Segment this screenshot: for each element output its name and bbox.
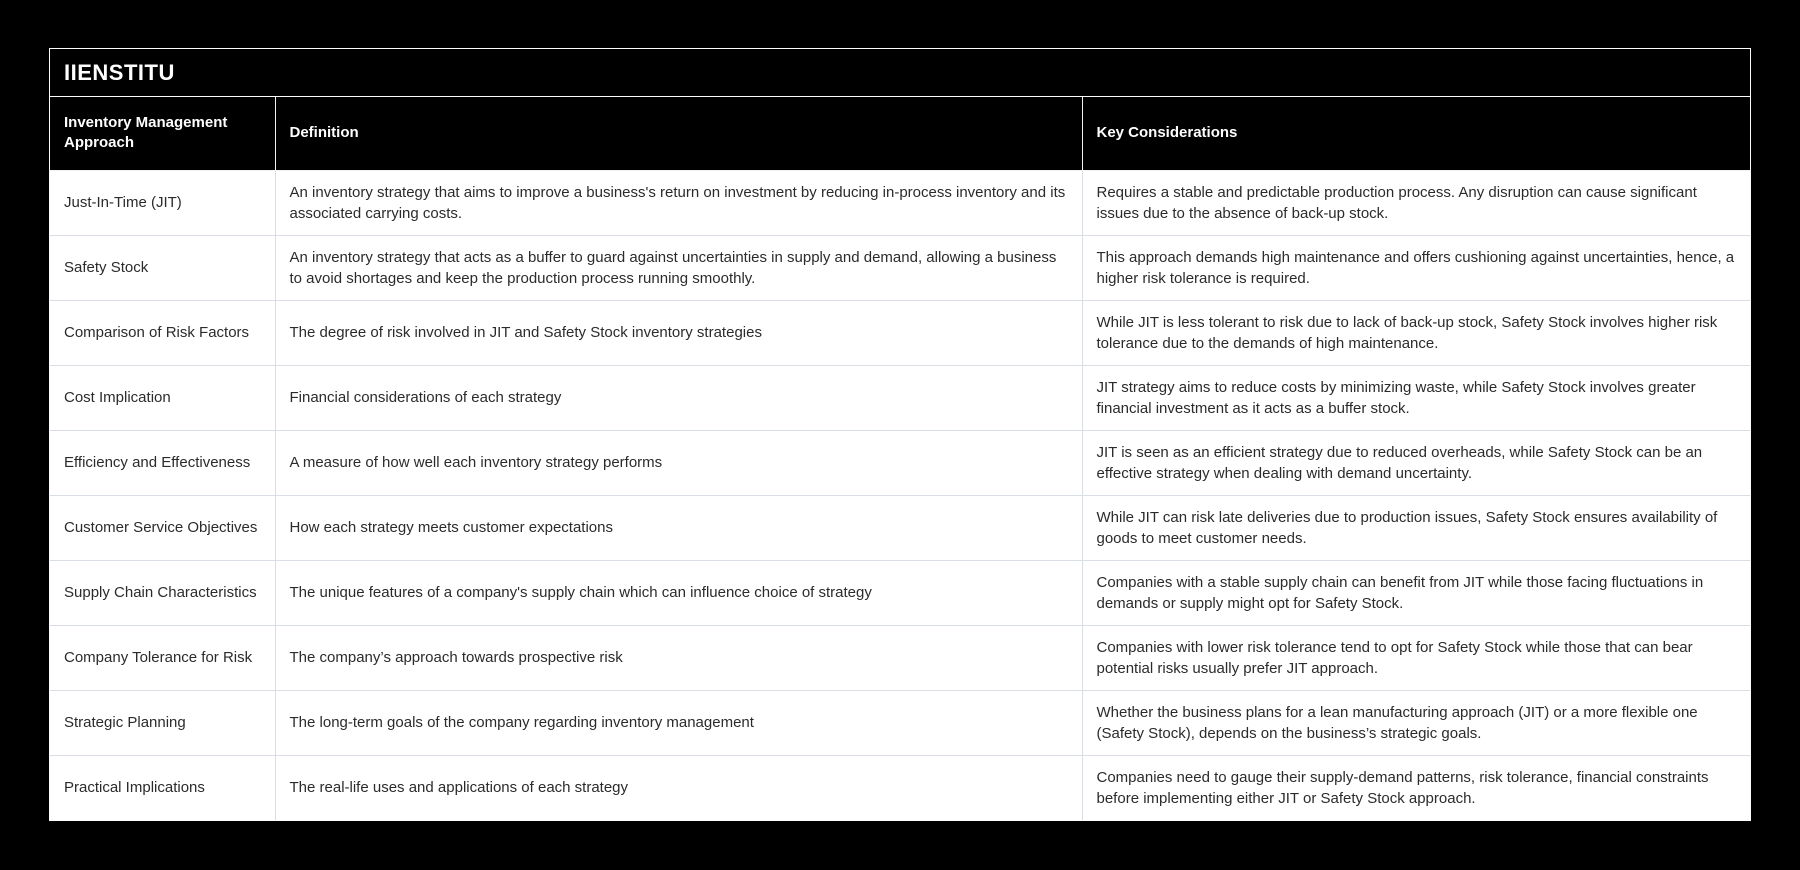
cell-considerations: Companies with a stable supply chain can benefit from JIT while those facing fluctuations in demands or supply might opt for Safety Stock. bbox=[1082, 560, 1750, 625]
table-card bbox=[49, 48, 1751, 821]
cell-definition: A measure of how well each inventory strategy performs bbox=[275, 430, 1082, 495]
cell-approach: Cost Implication bbox=[50, 365, 275, 430]
cell-definition: The real-life uses and applications of each strategy bbox=[275, 755, 1082, 820]
cell-considerations: Whether the business plans for a lean manufacturing approach (JIT) or a more flexible one (Safety Stock), depends on the business’s strategic goals. bbox=[1082, 690, 1750, 755]
cell-definition: Financial considerations of each strategy bbox=[275, 365, 1082, 430]
header-row bbox=[50, 97, 1750, 170]
cell-considerations: This approach demands high maintenance and offers cushioning against uncertainties, hence, a higher risk tolerance is required. bbox=[1082, 235, 1750, 300]
table-row bbox=[50, 235, 1750, 300]
cell-considerations: While JIT can risk late deliveries due to production issues, Safety Stock ensures availability of goods to meet customer needs. bbox=[1082, 495, 1750, 560]
table-row bbox=[50, 755, 1750, 820]
table-row bbox=[50, 560, 1750, 625]
cell-approach: Safety Stock bbox=[50, 235, 275, 300]
cell-considerations: JIT is seen as an efficient strategy due to reduced overheads, while Safety Stock can be an effective strategy when dealing with demand uncertainty. bbox=[1082, 430, 1750, 495]
table-header bbox=[50, 97, 1750, 170]
cell-definition: The unique features of a company's supply chain which can influence choice of strategy bbox=[275, 560, 1082, 625]
cell-considerations: JIT strategy aims to reduce costs by minimizing waste, while Safety Stock involves greater financial investment as it acts as a buffer stock. bbox=[1082, 365, 1750, 430]
table-row bbox=[50, 170, 1750, 235]
brand-bar bbox=[50, 49, 1750, 97]
cell-approach: Company Tolerance for Risk bbox=[50, 625, 275, 690]
cell-definition: An inventory strategy that aims to improve a business's return on investment by reducing in-process inventory and its associated carrying costs. bbox=[275, 170, 1082, 235]
cell-approach: Supply Chain Characteristics bbox=[50, 560, 275, 625]
inventory-table bbox=[50, 97, 1750, 820]
cell-approach: Practical Implications bbox=[50, 755, 275, 820]
cell-definition: The degree of risk involved in JIT and Safety Stock inventory strategies bbox=[275, 300, 1082, 365]
brand-title: IIENSTITU bbox=[64, 60, 175, 85]
cell-approach: Customer Service Objectives bbox=[50, 495, 275, 560]
cell-considerations: Requires a stable and predictable production process. Any disruption can cause significant issues due to the absence of back-up stock. bbox=[1082, 170, 1750, 235]
column-header-considerations: Key Considerations bbox=[1082, 97, 1750, 170]
cell-approach: Efficiency and Effectiveness bbox=[50, 430, 275, 495]
cell-approach: Just-In-Time (JIT) bbox=[50, 170, 275, 235]
cell-definition: The company’s approach towards prospective risk bbox=[275, 625, 1082, 690]
cell-considerations: While JIT is less tolerant to risk due to lack of back-up stock, Safety Stock involves higher risk tolerance due to the demands of high maintenance. bbox=[1082, 300, 1750, 365]
table-row bbox=[50, 430, 1750, 495]
cell-definition: How each strategy meets customer expectations bbox=[275, 495, 1082, 560]
cell-approach: Strategic Planning bbox=[50, 690, 275, 755]
table-row bbox=[50, 495, 1750, 560]
table-row bbox=[50, 690, 1750, 755]
cell-approach: Comparison of Risk Factors bbox=[50, 300, 275, 365]
cell-considerations: Companies with lower risk tolerance tend to opt for Safety Stock while those that can bear potential risks usually prefer JIT approach. bbox=[1082, 625, 1750, 690]
column-header-definition: Definition bbox=[275, 97, 1082, 170]
cell-considerations: Companies need to gauge their supply-demand patterns, risk tolerance, financial constraints before implementing either JIT or Safety Stock approach. bbox=[1082, 755, 1750, 820]
cell-definition: An inventory strategy that acts as a buffer to guard against uncertainties in supply and demand, allowing a business to avoid shortages and keep the production process running smoothly. bbox=[275, 235, 1082, 300]
column-header-approach: Inventory Management Approach bbox=[50, 97, 275, 170]
table-row bbox=[50, 365, 1750, 430]
cell-definition: The long-term goals of the company regarding inventory management bbox=[275, 690, 1082, 755]
table-row bbox=[50, 300, 1750, 365]
table-row bbox=[50, 625, 1750, 690]
table-body bbox=[50, 170, 1750, 820]
